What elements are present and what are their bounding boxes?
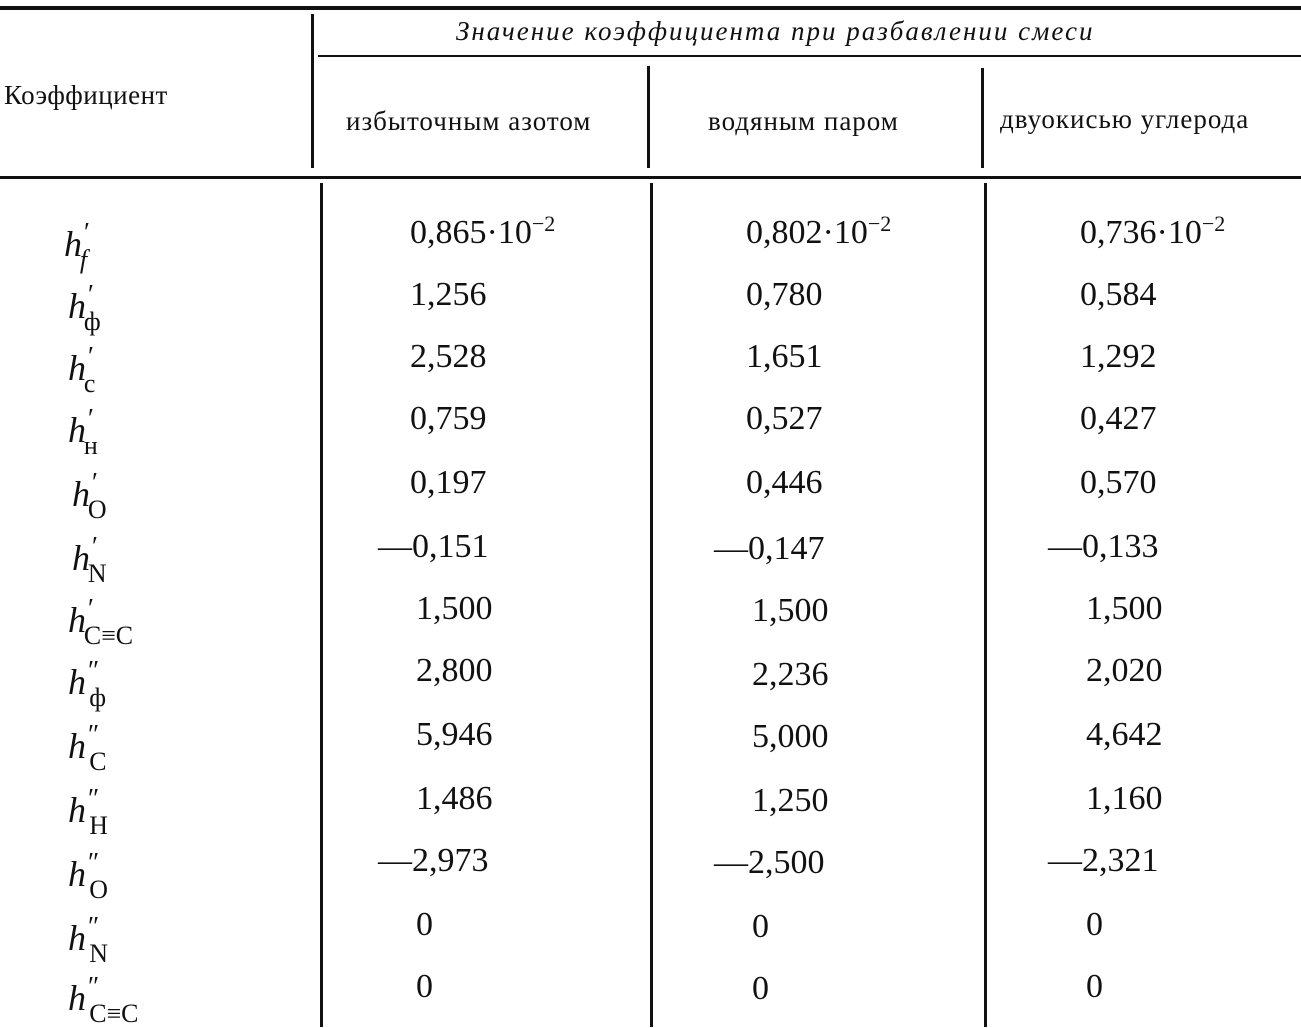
value-nitrogen: 0,197 (410, 464, 487, 501)
column-header-steam: водяным паром (708, 106, 899, 136)
value-steam: —2,500 (714, 844, 825, 881)
value-steam: 0,446 (746, 464, 823, 501)
value-steam: 2,236 (752, 656, 829, 693)
value-nitrogen: 2,528 (410, 338, 487, 375)
column-divider-2-body (650, 183, 653, 1027)
value-co2: —0,133 (1048, 528, 1159, 565)
coefficient-symbol: $h'_{C\equiv C}$ (68, 593, 134, 650)
value-co2: $0,736\cdot 10^{-2}$ (1080, 210, 1226, 251)
value-steam: 0 (752, 908, 769, 945)
value-steam: 0,527 (746, 400, 823, 437)
coefficient-symbol: $h'_н$ (68, 403, 98, 460)
column-header-nitrogen: избыточным азотом (346, 106, 592, 136)
value-co2: 1,292 (1080, 338, 1157, 375)
value-steam: $0,802\cdot 10^{-2}$ (746, 210, 892, 251)
value-steam: 5,000 (752, 718, 829, 755)
value-steam: 0 (752, 970, 769, 1007)
value-co2: 4,642 (1086, 716, 1163, 753)
value-co2: 0,570 (1080, 464, 1157, 501)
coefficient-symbol: $h'_N$ (72, 531, 107, 588)
value-nitrogen: 1,486 (416, 780, 493, 817)
value-steam: 1,250 (752, 782, 829, 819)
value-steam: 0,780 (746, 276, 823, 313)
column-divider-2 (647, 66, 650, 168)
value-co2: —2,321 (1048, 842, 1159, 879)
coefficient-symbol: $h'_ф$ (68, 279, 101, 336)
column-divider-1 (311, 14, 314, 168)
value-nitrogen: 0 (416, 968, 433, 1005)
value-nitrogen: $0,865\cdot 10^{-2}$ (410, 210, 556, 251)
group-column-header: Значение коэффициента при разбавлении смеси (456, 16, 1095, 46)
value-co2: 0,584 (1080, 276, 1157, 313)
value-steam: 1,500 (752, 592, 829, 629)
value-steam: 1,651 (746, 338, 823, 375)
value-co2: 0 (1086, 906, 1103, 943)
value-co2: 0 (1086, 968, 1103, 1005)
coefficient-column-header: Коэффициент (4, 80, 168, 110)
value-nitrogen: —0,151 (378, 528, 489, 565)
coefficient-symbol: $h''_{C\equiv C}$ (68, 971, 139, 1028)
value-nitrogen: 0,759 (410, 400, 487, 437)
value-nitrogen: 0 (416, 906, 433, 943)
value-nitrogen: —2,973 (378, 842, 489, 879)
value-co2: 1,500 (1086, 590, 1163, 627)
top-rule (0, 6, 1301, 10)
column-divider-3-body (984, 183, 987, 1027)
coefficient-symbol: $h'_O$ (72, 467, 107, 524)
value-steam: —0,147 (714, 530, 825, 567)
group-header-rule (318, 55, 1301, 57)
value-co2: 2,020 (1086, 652, 1163, 689)
coefficient-symbol: $h'_f$ (64, 217, 90, 274)
coefficient-symbol: $h''_ф$ (68, 655, 107, 712)
value-nitrogen: 1,256 (410, 276, 487, 313)
value-co2: 0,427 (1080, 400, 1157, 437)
value-nitrogen: 5,946 (416, 716, 493, 753)
coefficient-symbol: $h''_O$ (68, 847, 108, 904)
coefficient-symbol: $h''_H$ (68, 783, 108, 840)
value-nitrogen: 1,500 (416, 590, 493, 627)
column-divider-3 (981, 68, 984, 168)
column-header-co2: двуокисью углерода (1000, 104, 1250, 134)
coefficient-symbol: $h''_C$ (68, 719, 107, 776)
value-co2: 1,160 (1086, 780, 1163, 817)
coefficient-symbol: $h'_с$ (68, 341, 96, 398)
header-bottom-rule (0, 176, 1301, 179)
coefficient-symbol: $h''_N$ (68, 911, 108, 968)
column-divider-1-body (320, 183, 323, 1027)
value-nitrogen: 2,800 (416, 652, 493, 689)
